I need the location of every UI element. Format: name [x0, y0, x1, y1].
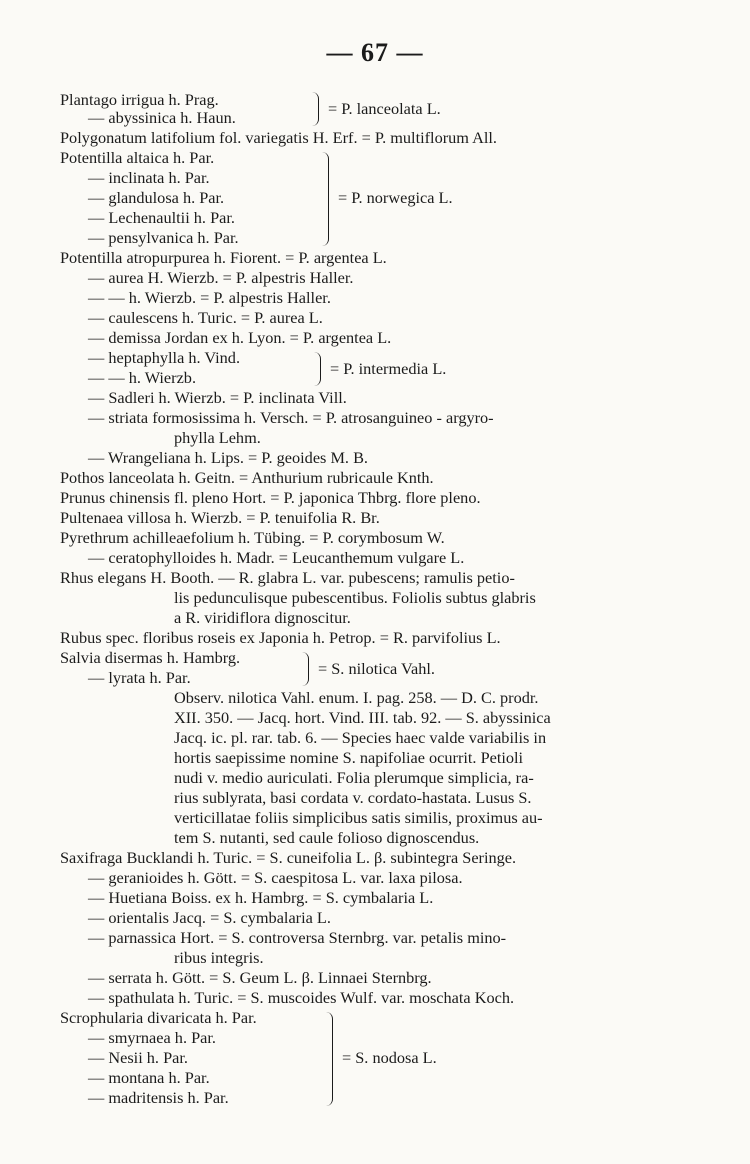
- text-line: Observ. nilotica Vahl. enum. I. pag. 258. — D. C. prodr.: [174, 688, 539, 707]
- text-line: — inclinata h. Par.: [88, 168, 210, 187]
- brace-label: = P. norwegica L.: [338, 188, 453, 207]
- brace-label: = S. nilotica Vahl.: [318, 659, 435, 678]
- brace: [326, 1012, 333, 1106]
- brace-label: = P. lanceolata L.: [328, 99, 441, 118]
- text-line: verticillatae foliis simplicibus satis similis, proximus au-: [174, 808, 543, 827]
- text-line: Pyrethrum achilleaefolium h. Tübing. = P. corymbosum W.: [60, 528, 445, 547]
- text-line: Saxifraga Bucklandi h. Turic. = S. cuneifolia L. β. subintegra Seringe.: [60, 848, 517, 867]
- text-line: Polygonatum latifolium fol. variegatis H. Erf. = P. multiflorum All.: [60, 128, 497, 147]
- brace-label: = S. nodosa L.: [342, 1048, 437, 1067]
- text-line: Pothos lanceolata h. Geitn. = Anthurium rubricaule Knth.: [60, 468, 434, 487]
- brace: [322, 152, 329, 246]
- text-line: — — h. Wierzb. = P. alpestris Haller.: [88, 288, 331, 307]
- brace: [302, 652, 309, 686]
- text-line: tem S. nutanti, sed caule folioso dignoscendus.: [174, 828, 480, 847]
- text-line: — parnassica Hort. = S. controversa Sternbrg. var. petalis mino-: [88, 928, 507, 947]
- text-line: Plantago irrigua h. Prag.: [60, 90, 219, 109]
- text-line: hortis saepissime nomine S. napifoliae ocurrit. Petioli: [174, 748, 524, 767]
- text-line: Salvia disermas h. Hambrg.: [60, 648, 241, 667]
- text-line: — Lechenaultii h. Par.: [88, 208, 235, 227]
- text-line: — spathulata h. Turic. = S. muscoides Wulf. var. moschata Koch.: [88, 988, 515, 1007]
- text-line: — ceratophylloides h. Madr. = Leucanthemum vulgare L.: [88, 548, 465, 567]
- page-number: — 67 —: [326, 38, 424, 67]
- text-line: XII. 350. — Jacq. hort. Vind. III. tab. 92. — S. abyssinica: [174, 708, 551, 727]
- text-line: Pultenaea villosa h. Wierzb. = P. tenuifolia R. Br.: [60, 508, 380, 527]
- text-line: nudi v. medio auriculati. Folia plerumque simplicia, ra-: [174, 768, 534, 787]
- text-line: — madritensis h. Par.: [88, 1088, 229, 1107]
- brace-label: = P. intermedia L.: [330, 359, 447, 378]
- text-line: — orientalis Jacq. = S. cymbalaria L.: [88, 908, 331, 927]
- text-line: — Sadleri h. Wierzb. = P. inclinata Vill.: [88, 388, 347, 407]
- text-line: — striata formosissima h. Versch. = P. atrosanguineo - argyro-: [88, 408, 494, 427]
- brace: [312, 92, 319, 126]
- text-line: — smyrnaea h. Par.: [88, 1028, 216, 1047]
- text-line: — — h. Wierzb.: [88, 368, 197, 387]
- text-line: — montana h. Par.: [88, 1068, 210, 1087]
- text-line: — pensylvanica h. Par.: [88, 228, 239, 247]
- text-line: a R. viridiflora dignoscitur.: [174, 608, 351, 627]
- text-line: Potentilla altaica h. Par.: [60, 148, 215, 167]
- text-line: — glandulosa h. Par.: [88, 188, 225, 207]
- text-line: — Wrangeliana h. Lips. = P. geoides M. B.: [88, 448, 368, 467]
- text-line: — lyrata h. Par.: [88, 668, 191, 687]
- text-line: — aurea H. Wierzb. = P. alpestris Haller.: [88, 268, 354, 287]
- text-line: — serrata h. Gött. = S. Geum L. β. Linnaei Sternbrg.: [88, 968, 432, 987]
- text-line: Potentilla atropurpurea h. Fiorent. = P. argentea L.: [60, 248, 387, 267]
- text-line: lis pedunculisque pubescentibus. Foliolis subtus glabris: [174, 588, 536, 607]
- text-line: — Huetiana Boiss. ex h. Hambrg. = S. cymbalaria L.: [88, 888, 434, 907]
- text-line: phylla Lehm.: [174, 428, 261, 447]
- text-line: — caulescens h. Turic. = P. aurea L.: [88, 308, 323, 327]
- text-line: Jacq. ic. pl. rar. tab. 6. — Species haec valde variabilis in: [174, 728, 547, 747]
- brace: [314, 352, 321, 386]
- text-line: ribus integris.: [174, 948, 264, 967]
- text-line: — demissa Jordan ex h. Lyon. = P. argentea L.: [88, 328, 392, 347]
- text-line: Prunus chinensis fl. pleno Hort. = P. japonica Thbrg. flore pleno.: [60, 488, 481, 507]
- text-line: — geranioides h. Gött. = S. caespitosa L. var. laxa pilosa.: [88, 868, 463, 887]
- text-line: — Nesii h. Par.: [88, 1048, 188, 1067]
- text-line: Rhus elegans H. Booth. — R. glabra L. var. pubescens; ramulis petio-: [60, 568, 515, 587]
- text-line: Rubus spec. floribus roseis ex Japonia h. Petrop. = R. parvifolius L.: [60, 628, 501, 647]
- text-line: — heptaphylla h. Vind.: [88, 348, 241, 367]
- text-line: rius sublyrata, basi cordata v. cordato-hastata. Lusus S.: [174, 788, 532, 807]
- text-line: Scrophularia divaricata h. Par.: [60, 1008, 257, 1027]
- text-line: — abyssinica h. Haun.: [88, 108, 236, 127]
